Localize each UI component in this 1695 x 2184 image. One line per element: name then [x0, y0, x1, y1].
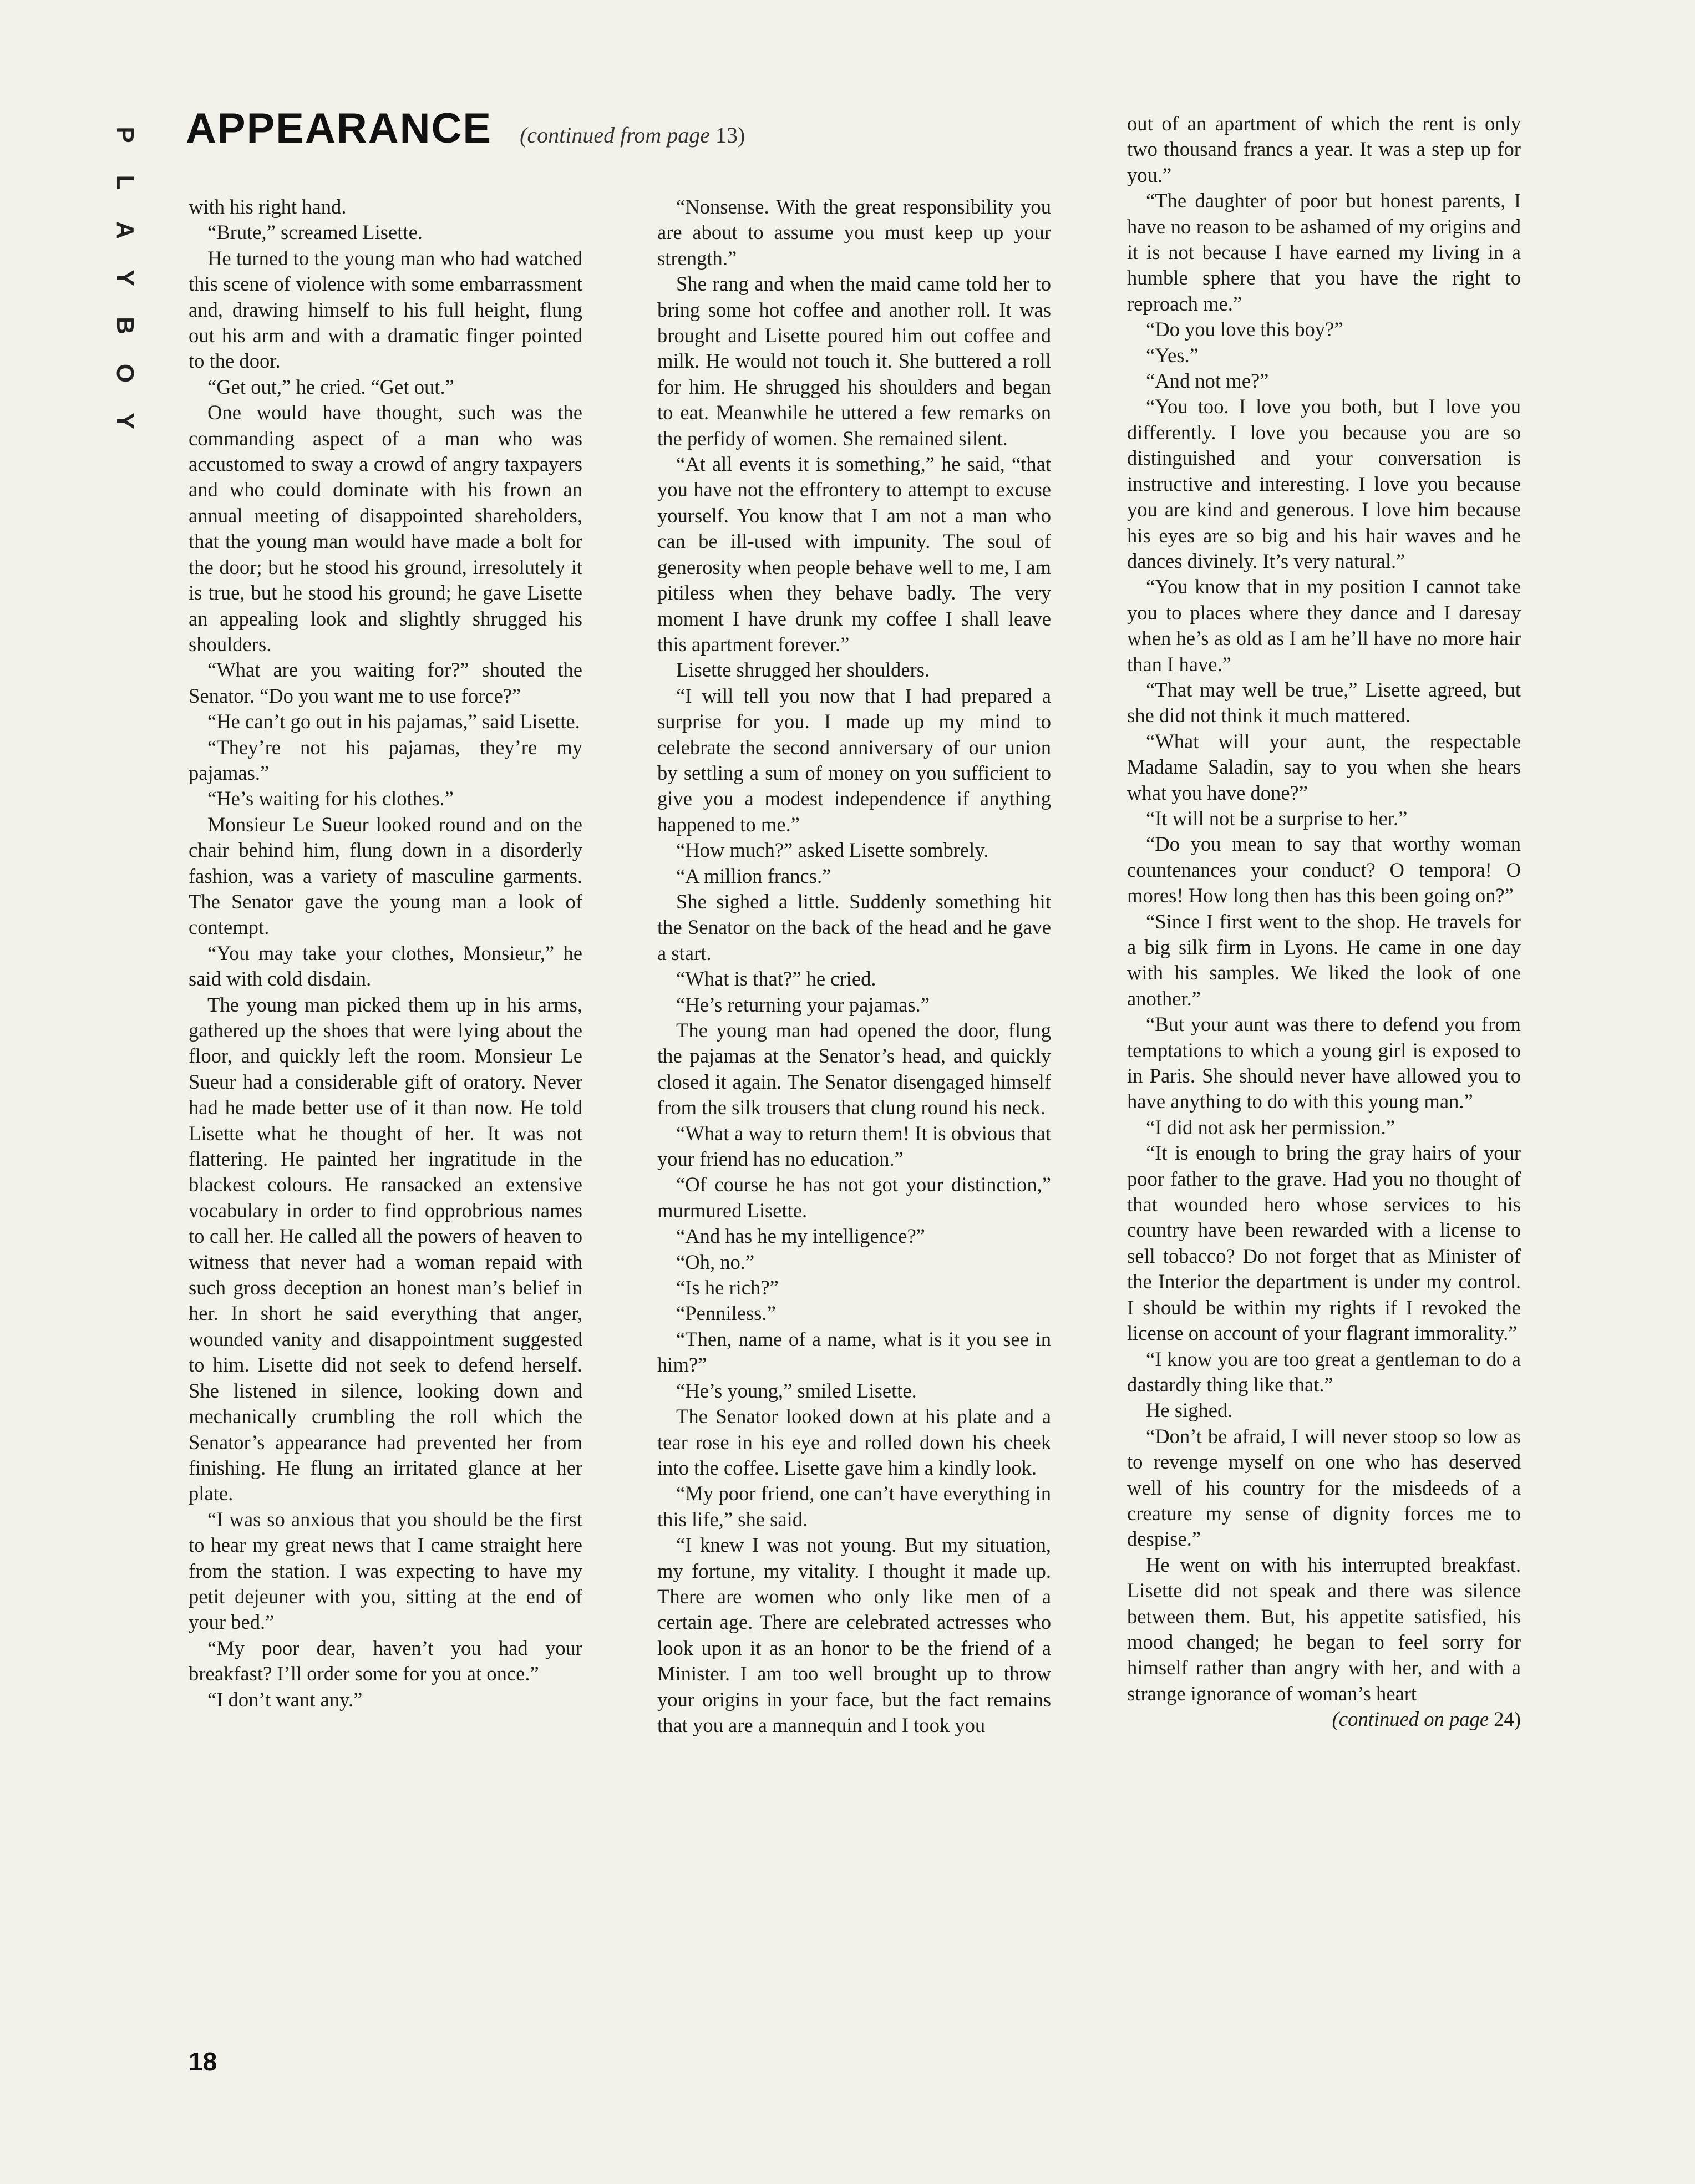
magazine-label-letter: Y [111, 413, 139, 429]
paragraph: “Oh, no.” [676, 1250, 755, 1273]
paragraph: “And has he my intelligence?” [676, 1225, 925, 1248]
paragraph: “He’s young,” smiled Lisette. [676, 1379, 917, 1402]
paragraph: “He’s waiting for his clothes.” [207, 787, 454, 810]
paragraph: “Of course he has not got your distinction,” murmured Lisette. [657, 1173, 1051, 1222]
paragraph: “A million francs.” [676, 864, 831, 887]
paragraph: with his right hand. [189, 195, 347, 218]
paragraph: “At all events it is something,” he said, “that you have not the effrontery to attempt to excuse yourself. You know that I am not a man who can be ill-used with impunity. The soul of generosity when people behave well to me, I am pitiless when they behave badly. The very moment I have drunk my coffee I shall leave this apartment forever.” [657, 453, 1051, 656]
text-column-1 [189, 194, 582, 1713]
paragraph: “Get out,” he cried. “Get out.” [207, 375, 454, 398]
paragraph: She sighed a little. Suddenly something hit the Senator on the back of the head and he gave a start. [657, 890, 1051, 964]
continued-from-page: 13) [715, 123, 745, 148]
paragraph: “I will tell you now that I had prepared a surprise for you. I made up my mind to celebrate the second anniversary of our union by settling a sum of money on you sufficient to give you a modest independence if anything happened to me.” [657, 684, 1051, 836]
paragraph: “My poor dear, haven’t you had your breakfast? I’ll order some for you at once.” [189, 1636, 582, 1685]
magazine-vertical-label [108, 111, 141, 445]
paragraph: “And not me?” [1146, 369, 1269, 393]
paragraph: “What will your aunt, the respectable Madame Saladin, say to you when she hears what you have done?” [1127, 729, 1521, 804]
paragraph: He turned to the young man who had watched this scene of violence with some embarrassment and, drawing himself to his full height, flung out his arm and with a dramatic finger pointed to the door. [189, 246, 582, 373]
paragraph: Monsieur Le Sueur looked round and on the chair behind him, flung down in a disorderly fashion, was a variety of masculine garments. The Senator gave the young man a look of contempt. [189, 812, 582, 939]
page-number: 18 [189, 2047, 217, 2076]
paragraph: “I did not ask her permission.” [1146, 1115, 1395, 1139]
paragraph: “I knew I was not young. But my situation, my fortune, my vitality. I thought it made up. There are women who only like men of a certain age. There are celebrated actresses who look upon it as an honor to be the friend of a Minister. I am too well brought up to throw your origins in your face, but the fact remains that you are a mannequin and I took you [657, 1533, 1051, 1736]
magazine-label-letter: L [111, 175, 139, 190]
magazine-label-letter: Y [111, 270, 139, 286]
paragraph: “My poor friend, one can’t have everything in this life,” she said. [657, 1482, 1051, 1531]
paragraph: “You know that in my position I cannot take you to places where they dance and I daresay when he’s as old as I am he’ll have no more hair than I have.” [1127, 575, 1521, 675]
paragraph: “Nonsense. With the great responsibility you are about to assume you must keep up your strength.” [657, 195, 1051, 270]
paragraph: “He’s returning your pajamas.” [676, 993, 930, 1016]
paragraph: “Penniless.” [676, 1302, 776, 1325]
paragraph: The young man had opened the door, flung the pajamas at the Senator’s head, and quickly closed it again. The Senator disengaged himself from the silk trousers that clung round his neck. [657, 1019, 1051, 1119]
paragraph: “But your aunt was there to defend you from temptations to which a young girl is exposed to in Paris. She should never have allowed you to have anything to do with this young man.” [1127, 1013, 1521, 1113]
paragraph: “What a way to return them! It is obvious that your friend has no education.” [657, 1121, 1051, 1171]
paragraph: “Yes.” [1146, 343, 1199, 367]
paragraph: “I don’t want any.” [207, 1688, 363, 1711]
magazine-label-letter: O [111, 363, 139, 383]
paragraph: “I was so anxious that you should be the first to hear my great news that I came straight here from the station. I was expecting to have my petit dejeuner with you, sitting at the end of your bed.” [189, 1507, 582, 1634]
paragraph: “They’re not his pajamas, they’re my pajamas.” [189, 735, 582, 784]
paragraph: Lisette shrugged her shoulders. [676, 658, 930, 682]
paragraph: “What are you waiting for?” shouted the Senator. “Do you want me to use force?” [189, 658, 582, 707]
continued-from-text: (continued from page [520, 123, 710, 148]
paragraph: “He can’t go out in his pajamas,” said Lisette. [207, 710, 580, 733]
paragraph: “Do you mean to say that worthy woman countenances your conduct? O tempora! O mores! How long then has this been going on?” [1127, 832, 1521, 907]
paragraph: “It will not be a surprise to her.” [1146, 806, 1408, 830]
paragraph: “What is that?” he cried. [676, 967, 876, 991]
magazine-label-letter: P [111, 126, 139, 143]
paragraph: “Is he rich?” [676, 1276, 779, 1299]
magazine-label-letter: A [111, 221, 139, 239]
paragraph: The young man picked them up in his arms, gathered up the shoes that were lying about the floor, and quickly left the room. Monsieur Le Sueur had a considerable gift of oratory. Never had he made better use of it than now. He told Lisette what he thought of her. It was not flattering. He painted her ingratitude in the blackest colours. He ransacked an extensive vocabulary in order to find opprobrious names to call her. He called all the powers of heaven to witness that never had a woman repaid with such gross deception an honest man’s belief in her. In short he said everything that anger, wounded vanity and disappointment suggested to him. Lisette did not seek to defend herself. She listened in silence, looking down and mechanically crumbling the roll which the Senator’s appearance had prevented her from finishing. He flung an irritated glance at her plate. [189, 993, 582, 1505]
paragraph: out of an apartment of which the rent is only two thousand francs a year. It was a step up for you.” [1127, 112, 1521, 186]
article-heading [186, 104, 745, 165]
paragraph: “Do you love this boy?” [1146, 318, 1343, 341]
paragraph: “I know you are too great a gentleman to do a dastardly thing like that.” [1127, 1347, 1521, 1396]
magazine-label-letter: B [111, 317, 139, 334]
paragraph: “Brute,” screamed Lisette. [207, 221, 423, 244]
continued-on-note [1127, 1706, 1521, 1732]
text-column-3 [1127, 111, 1521, 1733]
paragraph: He sighed. [1146, 1399, 1233, 1422]
paragraph: “You may take your clothes, Monsieur,” he said with cold disdain. [189, 941, 582, 991]
continued-from-note [520, 122, 745, 148]
paragraph: “The daughter of poor but honest parents, I have no reason to be ashamed of my origins and it is not because I have earned my living in a humble sphere that you have the right to reproach me.” [1127, 189, 1521, 315]
paragraph: “Don’t be afraid, I will never stoop so low as to revenge myself on one who has deserved well of his country for the misdeeds of a creature my sense of dignity forces me to despise.” [1127, 1424, 1521, 1551]
paragraph: The Senator looked down at his plate and a tear rose in his eye and rolled down his cheek into the coffee. Lisette gave him a kindly look. [657, 1405, 1051, 1479]
continued-on-page: 24) [1494, 1708, 1521, 1731]
continued-on-text: (continued on page [1332, 1708, 1489, 1731]
paragraph: One would have thought, such was the commanding aspect of a man who was accustomed to sway a crowd of angry taxpayers and who could dominate with his frown an annual meeting of disappointed shareholders, that the young man would have made a bolt for the door; but he stood his ground, irresolutely it is true, but he stood his ground; he gave Lisette an appealing look and slightly shrugged his shoulders. [189, 401, 582, 656]
paragraph: “You too. I love you both, but I love you differently. I love you because you are so distinguished and your conversation is instructive and interesting. I love you because you are kind and generous. I love him because his eyes are so big and his hair waves and he dances divinely. It’s very natural.” [1127, 395, 1521, 572]
paragraph: “How much?” asked Lisette sombrely. [676, 839, 989, 862]
paragraph: “Since I first went to the shop. He travels for a big silk firm in Lyons. He came in one day with his samples. We liked the look of one another.” [1127, 910, 1521, 1010]
paragraph: “Then, name of a name, what is it you see in him?” [657, 1327, 1051, 1377]
paragraph: She rang and when the maid came told her to bring some hot coffee and another roll. It was brought and Lisette poured him out coffee and milk. He would not touch it. She buttered a roll for him. He shrugged his shoulders and began to eat. Meanwhile he uttered a few remarks on the perfidy of women. She remained silent. [657, 272, 1051, 450]
paragraph: He went on with his interrupted breakfast. Lisette did not speak and there was silence between them. But, his appetite satisfied, his mood changed; he began to feel sorry for himself rather than angry with her, and with a strange ignorance of woman’s heart [1127, 1553, 1521, 1705]
paragraph: “That may well be true,” Lisette agreed, but she did not think it much mattered. [1127, 678, 1521, 727]
paragraph: “It is enough to bring the gray hairs of your poor father to the grave. Had you no thought of that wounded hero whose services to his country have been rewarded with a license to sell tobacco? Do not forget that as Minister of the Interior the department is under my control. I should be within my rights if I revoked the license on account of your flagrant immorality.” [1127, 1141, 1521, 1345]
text-column-2 [657, 194, 1051, 1738]
article-title: APPEARANCE [186, 105, 493, 152]
